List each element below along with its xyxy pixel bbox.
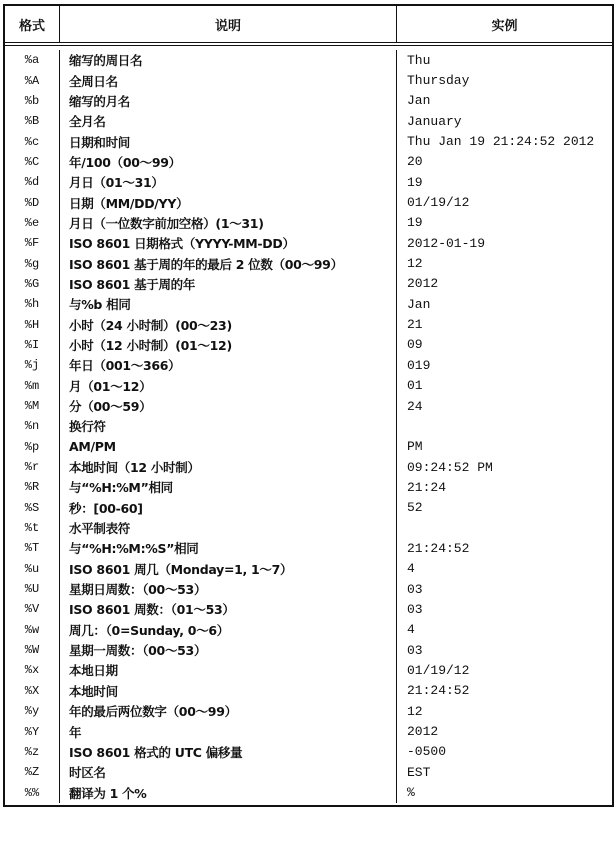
example-cell: 21:24:52: [407, 540, 470, 556]
table-row: [5, 457, 612, 477]
format-cell: %M: [5, 396, 60, 416]
table-row: [5, 172, 612, 192]
table-row: [5, 274, 612, 294]
example-cell: 09:24:52 PM: [407, 459, 493, 475]
description-cell: 水平制表符: [60, 518, 397, 538]
description-cell: 日期和时间: [60, 131, 397, 151]
strftime-format-table: [3, 4, 614, 807]
header-description: 说明: [60, 6, 397, 42]
format-cell: %R: [5, 477, 60, 497]
table-row: [5, 253, 612, 273]
table-row: [5, 599, 612, 619]
example-cell: Thursday: [407, 73, 470, 89]
description-cell: 本地时间（12 小时制）: [60, 457, 397, 477]
example-cell: Thu Jan 19 21:24:52 2012: [407, 134, 595, 150]
table-row: [5, 701, 612, 721]
table-row: [5, 314, 612, 334]
format-cell: %Y: [5, 721, 60, 741]
description-cell: 与“%H:%M”相同: [60, 477, 397, 497]
format-cell: %B: [5, 111, 60, 131]
format-cell: %Z: [5, 762, 60, 782]
table-row: [5, 782, 612, 802]
format-cell: %t: [5, 518, 60, 538]
example-cell: 21:24: [407, 479, 447, 495]
example-cell: 4: [407, 561, 415, 577]
format-cell: %a: [5, 50, 60, 70]
example-cell: %: [407, 785, 415, 801]
description-cell: 小时（12 小时制）(01～12): [60, 335, 397, 355]
table-row: [5, 213, 612, 233]
description-cell: 本地日期: [60, 660, 397, 680]
format-cell: %d: [5, 172, 60, 192]
format-cell: %%: [5, 782, 60, 802]
table-row: [5, 721, 612, 741]
example-cell: 4: [407, 622, 415, 638]
example-cell: 52: [407, 500, 423, 516]
format-cell: %G: [5, 274, 60, 294]
description-cell: AM/PM: [60, 437, 397, 457]
example-cell: PM: [407, 439, 423, 455]
example-cell: 01/19/12: [407, 662, 470, 678]
example-cell: 03: [407, 642, 423, 658]
format-cell: %V: [5, 599, 60, 619]
table-header: [5, 6, 612, 46]
example-cell: 03: [407, 601, 423, 617]
format-cell: %U: [5, 579, 60, 599]
example-cell: 01/19/12: [407, 195, 470, 211]
description-cell: 时区名: [60, 762, 397, 782]
example-cell: 019: [407, 357, 431, 373]
format-cell: %I: [5, 335, 60, 355]
format-cell: %n: [5, 416, 60, 436]
description-cell: 年: [60, 721, 397, 741]
example-cell: 01: [407, 378, 423, 394]
example-cell: 21:24:52: [407, 683, 470, 699]
example-cell: 19: [407, 215, 423, 231]
example-cell: 19: [407, 174, 423, 190]
format-cell: %y: [5, 701, 60, 721]
table-row: [5, 192, 612, 212]
description-cell: 小时（24 小时制）(00～23): [60, 314, 397, 334]
format-cell: %p: [5, 437, 60, 457]
format-cell: %F: [5, 233, 60, 253]
format-cell: %H: [5, 314, 60, 334]
description-cell: 全月名: [60, 111, 397, 131]
format-cell: %c: [5, 131, 60, 151]
format-cell: %w: [5, 620, 60, 640]
table-row: [5, 579, 612, 599]
example-cell: Thu: [407, 52, 431, 68]
example-cell: -0500: [407, 744, 447, 760]
description-cell: 月日（一位数字前加空格）(1～31): [60, 213, 397, 233]
description-cell: 与“%H:%M:%S”相同: [60, 538, 397, 558]
description-cell: 与%b 相同: [60, 294, 397, 314]
description-cell: 全周日名: [60, 70, 397, 90]
description-cell: 换行符: [60, 416, 397, 436]
description-cell: ISO 8601 周几（Monday=1, 1～7）: [60, 559, 397, 579]
table-row: [5, 294, 612, 314]
table-row: [5, 70, 612, 90]
format-cell: %X: [5, 681, 60, 701]
example-cell: Jan: [407, 296, 431, 312]
table-body: [5, 46, 612, 805]
description-cell: 星期一周数：（00～53）: [60, 640, 397, 660]
description-cell: 缩写的月名: [60, 91, 397, 111]
example-cell: Jan: [407, 93, 431, 109]
table-row: [5, 233, 612, 253]
description-cell: 日期（MM/DD/YY）: [60, 192, 397, 212]
example-cell: 20: [407, 154, 423, 170]
description-cell: 星期日周数：（00～53）: [60, 579, 397, 599]
format-cell: %e: [5, 213, 60, 233]
format-cell: %x: [5, 660, 60, 680]
example-cell: January: [407, 113, 462, 129]
table-row: [5, 152, 612, 172]
description-cell: 秒：[00-60]: [60, 498, 397, 518]
format-cell: %W: [5, 640, 60, 660]
table-row: [5, 538, 612, 558]
example-cell: 09: [407, 337, 423, 353]
header-example: 实例: [491, 18, 518, 34]
format-cell: %m: [5, 376, 60, 396]
table-row: [5, 437, 612, 457]
example-cell: EST: [407, 764, 431, 780]
table-row: [5, 335, 612, 355]
table-row: [5, 477, 612, 497]
table-row: [5, 498, 612, 518]
description-cell: 月日（01～31）: [60, 172, 397, 192]
description-cell: 年/100（00～99）: [60, 152, 397, 172]
table-row: [5, 518, 612, 538]
description-cell: 年的最后两位数字（00～99）: [60, 701, 397, 721]
table-row: [5, 111, 612, 131]
format-cell: %h: [5, 294, 60, 314]
format-cell: %S: [5, 498, 60, 518]
example-cell: 2012-01-19: [407, 235, 486, 251]
table-row: [5, 131, 612, 151]
table-row: [5, 396, 612, 416]
table-row: [5, 620, 612, 640]
example-cell: 2012: [407, 276, 439, 292]
table-row: [5, 355, 612, 375]
description-cell: ISO 8601 基于周的年的最后 2 位数（00～99）: [60, 253, 397, 273]
table-row: [5, 742, 612, 762]
format-cell: %j: [5, 355, 60, 375]
example-cell: 24: [407, 398, 423, 414]
format-cell: %z: [5, 742, 60, 762]
table-row: [5, 640, 612, 660]
table-row: [5, 50, 612, 70]
example-cell: 03: [407, 581, 423, 597]
format-cell: %D: [5, 192, 60, 212]
description-cell: ISO 8601 格式的 UTC 偏移量: [60, 742, 397, 762]
format-cell: %T: [5, 538, 60, 558]
description-cell: 本地时间: [60, 681, 397, 701]
format-cell: %C: [5, 152, 60, 172]
example-cell: 12: [407, 703, 423, 719]
table-row: [5, 376, 612, 396]
header-format: 格式: [5, 6, 60, 42]
description-cell: 分（00～59）: [60, 396, 397, 416]
description-cell: 翻译为 1 个%: [60, 782, 397, 802]
table-row: [5, 91, 612, 111]
description-cell: ISO 8601 日期格式（YYYY-MM-DD）: [60, 233, 397, 253]
example-cell: 21: [407, 317, 423, 333]
table-row: [5, 762, 612, 782]
table-row: [5, 559, 612, 579]
table-row: [5, 681, 612, 701]
description-cell: 年日（001～366）: [60, 355, 397, 375]
description-cell: ISO 8601 基于周的年: [60, 274, 397, 294]
description-cell: 缩写的周日名: [60, 50, 397, 70]
table-row: [5, 660, 612, 680]
example-cell: 12: [407, 256, 423, 272]
description-cell: ISO 8601 周数：（01～53）: [60, 599, 397, 619]
format-cell: %A: [5, 70, 60, 90]
format-cell: %r: [5, 457, 60, 477]
format-cell: %g: [5, 253, 60, 273]
format-cell: %b: [5, 91, 60, 111]
description-cell: 月（01～12）: [60, 376, 397, 396]
example-cell: 2012: [407, 724, 439, 740]
description-cell: 周几：（0=Sunday, 0～6）: [60, 620, 397, 640]
table-row: [5, 416, 612, 436]
format-cell: %u: [5, 559, 60, 579]
